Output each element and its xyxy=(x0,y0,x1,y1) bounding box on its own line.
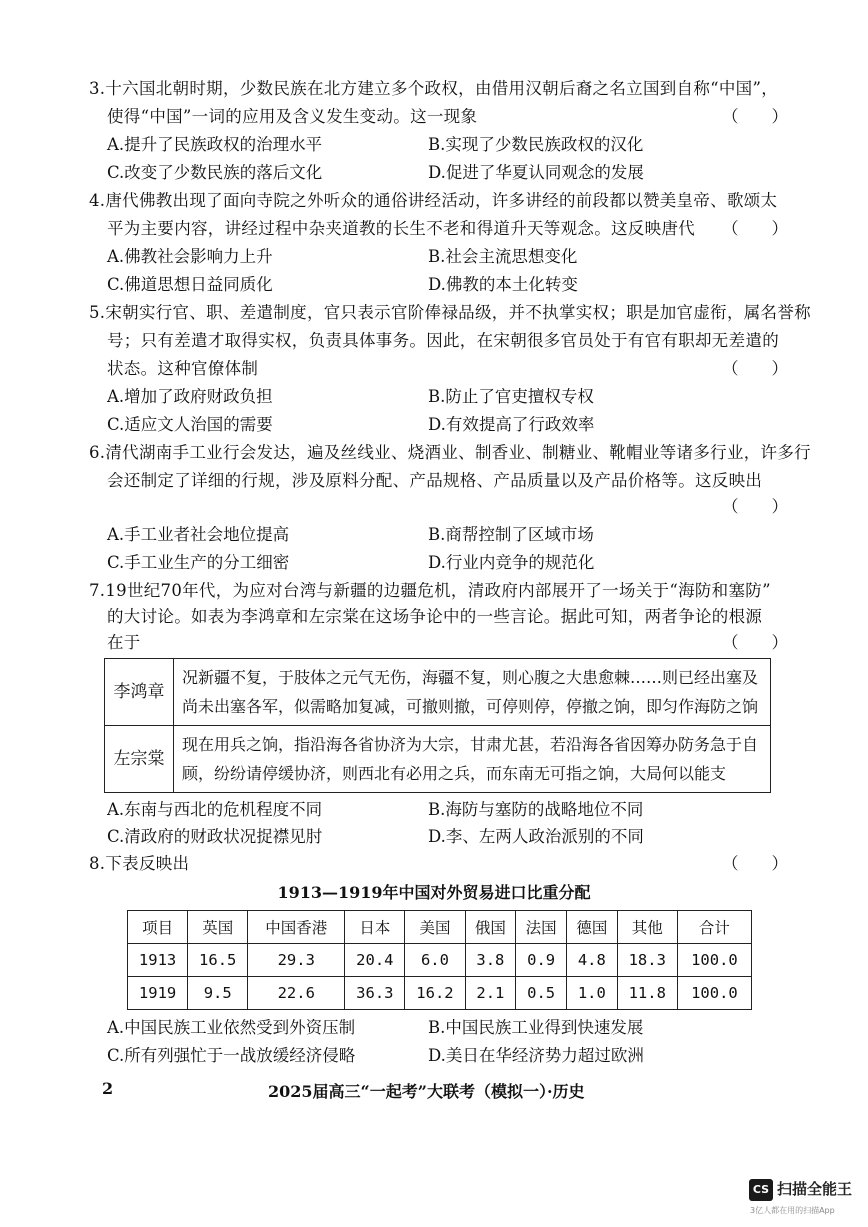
table-cell: 1919 xyxy=(128,977,188,1010)
q7-option-c: C.清政府的财政状况捉襟见肘 xyxy=(107,827,323,846)
table-cell: 1.0 xyxy=(566,977,617,1010)
table-cell: 9.5 xyxy=(188,977,248,1010)
q8-import-table xyxy=(127,910,752,1010)
scanner-tagline: 3亿人都在用的扫描App xyxy=(750,1206,835,1215)
table-cell: 6.0 xyxy=(405,944,465,977)
table-cell: 20.4 xyxy=(345,944,405,977)
table-header-row xyxy=(128,911,752,944)
q7-option-a: A.东南与西北的危机程度不同 xyxy=(107,800,323,819)
table-cell: 2.1 xyxy=(465,977,516,1010)
q8-stem-line1: 8.下表反映出 xyxy=(89,854,190,873)
table-header-cell: 法国 xyxy=(516,911,567,944)
q8-table-caption: 1913—1919年中国对外贸易进口比重分配 xyxy=(277,883,591,902)
table-cell: 18.3 xyxy=(617,944,677,977)
q5-option-c: C.适应文人治国的需要 xyxy=(107,415,273,434)
q5-option-a: A.增加了政府财政负担 xyxy=(107,387,273,406)
table-header-cell: 美国 xyxy=(405,911,465,944)
q7-stem-line1: 7.19世纪70年代，为应对台湾与新疆的边疆危机，清政府内部展开了一场关于“海防和塞防” xyxy=(89,581,771,600)
q8-answer-blank: （ ） xyxy=(722,854,788,873)
table-row xyxy=(128,977,752,1010)
q7-answer-blank: （ ） xyxy=(722,633,788,652)
quote-text-zuo: 现在用兵之饷，指沿海各省协济为大宗，甘肃尤甚，若沿海各省因筹办防务急于自顾，纷纷请停缓协济，则西北有必用之兵，而东南无可指之饷，大局何以能支 xyxy=(174,726,771,793)
q6-option-b: B.商帮控制了区域市场 xyxy=(428,525,594,544)
q7-option-b: B.海防与塞防的战略地位不同 xyxy=(428,800,644,819)
table-header-cell: 其他 xyxy=(617,911,677,944)
q3-stem-line2: 使得“中国”一词的应用及含义发生变动。这一现象 xyxy=(107,107,478,126)
q6-option-d: D.行业内竞争的规范化 xyxy=(428,553,595,572)
table-header-cell: 合计 xyxy=(677,911,751,944)
q7-stem-line3: 在于 xyxy=(107,633,141,652)
q8-option-d: D.美日在华经济势力超过欧洲 xyxy=(428,1046,644,1065)
q7-option-d: D.李、左两人政治派别的不同 xyxy=(428,827,644,846)
q7-quote-table xyxy=(104,658,771,793)
quote-speaker-li: 李鸿章 xyxy=(105,659,174,726)
q5-stem-line2: 号；只有差遣才取得实权，负责具体事务。因此，在宋朝很多官员处于有官有职却无差遣的 xyxy=(107,331,779,350)
camscanner-logo-icon: CS xyxy=(749,1179,773,1201)
table-cell: 16.2 xyxy=(405,977,465,1010)
q6-stem-line2: 会还制定了详细的行规，涉及原料分配、产品规格、产品质量以及产品价格等。这反映出 xyxy=(107,471,763,490)
q3-option-c: C.改变了少数民族的落后文化 xyxy=(107,163,323,182)
q4-option-b: B.社会主流思想变化 xyxy=(428,247,578,266)
q3-option-b: B.实现了少数民族政权的汉化 xyxy=(428,135,644,154)
q8-option-b: B.中国民族工业得到快速发展 xyxy=(428,1018,644,1037)
table-header-cell: 德国 xyxy=(566,911,617,944)
q4-option-c: C.佛道思想日益同质化 xyxy=(107,275,273,294)
table-header-cell: 英国 xyxy=(188,911,248,944)
q8-option-a: A.中国民族工业依然受到外资压制 xyxy=(107,1018,356,1037)
table-cell: 4.8 xyxy=(566,944,617,977)
q5-option-d: D.有效提高了行政效率 xyxy=(428,415,595,434)
table-cell: 0.9 xyxy=(516,944,567,977)
table-header-cell: 项目 xyxy=(128,911,188,944)
q5-stem-line3: 状态。这种官僚体制 xyxy=(107,359,259,378)
table-cell: 100.0 xyxy=(677,977,751,1010)
quote-speaker-zuo: 左宗棠 xyxy=(105,726,174,793)
table-cell: 22.6 xyxy=(248,977,345,1010)
q6-option-a: A.手工业者社会地位提高 xyxy=(107,525,290,544)
table-header-cell: 中国香港 xyxy=(248,911,345,944)
table-cell: 16.5 xyxy=(188,944,248,977)
q5-option-b: B.防止了官吏擅权专权 xyxy=(428,387,594,406)
scanner-name: 扫描全能王 xyxy=(777,1180,853,1198)
q3-option-d: D.促进了华夏认同观念的发展 xyxy=(428,163,644,182)
table-row xyxy=(105,726,771,793)
q6-stem-line1: 6.清代湖南手工业行会发达，遍及丝线业、烧酒业、制香业、制糖业、靴帽业等诸多行业，许多行 xyxy=(89,443,811,462)
q4-option-d: D.佛教的本土化转变 xyxy=(428,275,578,294)
q8-option-c: C.所有列强忙于一战放缓经济侵略 xyxy=(107,1046,356,1065)
page-number: 2 xyxy=(102,1079,114,1098)
quote-text-li: 况新疆不复，于肢体之元气无伤，海疆不复，则心腹之大患愈棘……则已经出塞及尚未出塞各军，似需略加复减，可撤则撤，可停则停，停撤之饷，即匀作海防之饷 xyxy=(174,659,771,726)
table-cell: 36.3 xyxy=(345,977,405,1010)
table-row xyxy=(128,944,752,977)
q5-stem-line1: 5.宋朝实行官、职、差遣制度，官只表示官阶俸禄品级，并不执掌实权；职是加官虚衔，属名誉称 xyxy=(89,303,811,322)
q6-option-c: C.手工业生产的分工细密 xyxy=(107,553,290,572)
table-cell: 11.8 xyxy=(617,977,677,1010)
q4-stem-line2: 平为主要内容，讲经过程中杂夹道教的长生不老和得道升天等观念。这反映唐代 xyxy=(107,219,695,238)
table-row xyxy=(105,659,771,726)
footer-title: 2025届高三“一起考”大联考（模拟一）·历史 xyxy=(268,1082,585,1101)
q3-stem-line1: 3.十六国北朝时期，少数民族在北方建立多个政权，由借用汉朝后裔之名立国到自称“中国”， xyxy=(89,79,779,98)
q4-stem-line1: 4.唐代佛教出现了面向寺院之外听众的通俗讲经活动，许多讲经的前段都以赞美皇帝、歌颂太 xyxy=(89,191,778,210)
table-cell: 3.8 xyxy=(465,944,516,977)
table-header-cell: 日本 xyxy=(345,911,405,944)
table-cell: 100.0 xyxy=(677,944,751,977)
q4-option-a: A.佛教社会影响力上升 xyxy=(107,247,273,266)
q3-answer-blank: （ ） xyxy=(722,107,788,126)
q6-answer-blank: （ ） xyxy=(722,497,788,516)
q5-answer-blank: （ ） xyxy=(722,359,788,378)
table-cell: 1913 xyxy=(128,944,188,977)
table-header-cell: 俄国 xyxy=(465,911,516,944)
q7-stem-line2: 的大讨论。如表为李鸿章和左宗棠在这场争论中的一些言论。据此可知，两者争论的根源 xyxy=(107,607,763,626)
table-cell: 29.3 xyxy=(248,944,345,977)
q3-option-a: A.提升了民族政权的治理水平 xyxy=(107,135,323,154)
table-cell: 0.5 xyxy=(516,977,567,1010)
q4-answer-blank: （ ） xyxy=(722,219,788,238)
